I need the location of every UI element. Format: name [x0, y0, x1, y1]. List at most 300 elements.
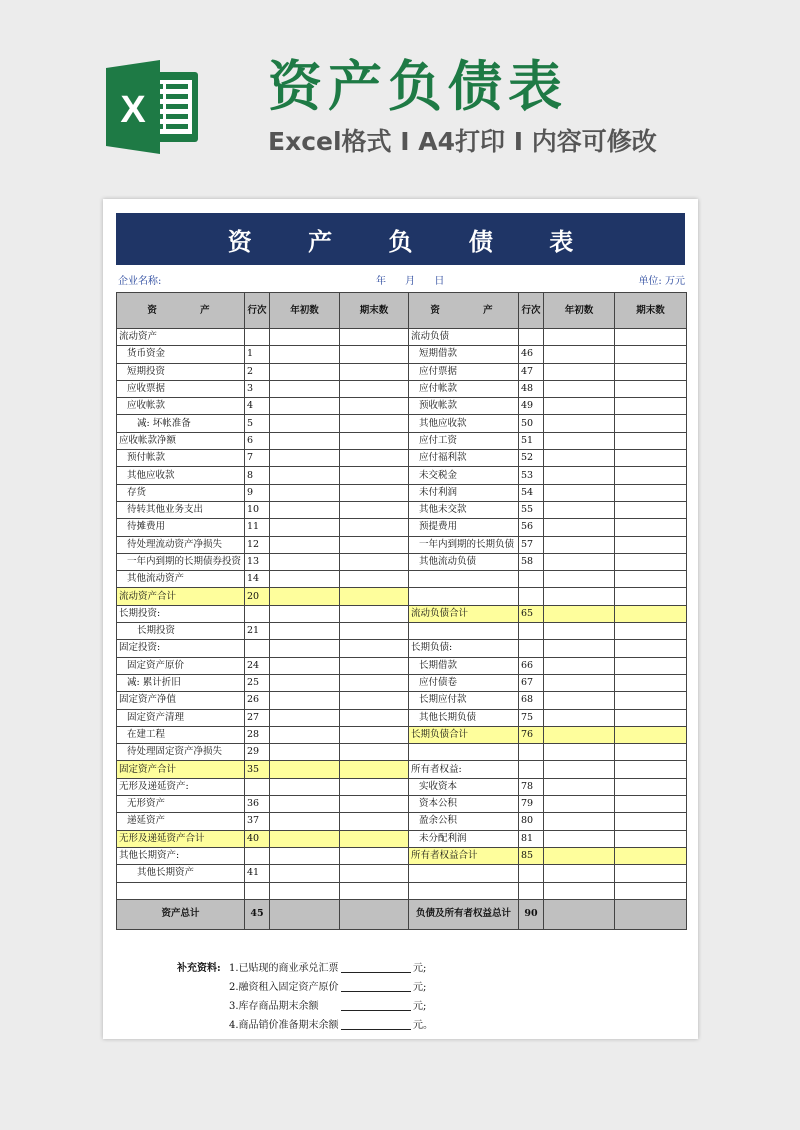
liability-item: 应付帐款: [409, 380, 519, 397]
liability-opening-cell[interactable]: [544, 623, 615, 640]
asset-closing-cell[interactable]: [340, 380, 409, 397]
liability-opening-cell[interactable]: [544, 882, 615, 899]
liability-opening-cell[interactable]: [544, 796, 615, 813]
asset-closing-cell[interactable]: [340, 605, 409, 622]
asset-line-no: 27: [245, 709, 270, 726]
table-row: [117, 536, 687, 553]
asset-item: 长期投资: [117, 623, 245, 640]
asset-closing-cell[interactable]: [340, 588, 409, 605]
date-label: 年 月 日: [376, 276, 445, 287]
asset-line-no: 40: [245, 830, 270, 847]
table-row: [117, 363, 687, 380]
liability-closing-cell[interactable]: [615, 623, 687, 640]
asset-closing-cell[interactable]: [340, 761, 409, 778]
liability-item: [409, 882, 519, 899]
asset-opening-cell[interactable]: [270, 761, 340, 778]
asset-opening-cell[interactable]: [270, 847, 340, 864]
asset-line-no: 14: [245, 571, 270, 588]
table-row: [117, 830, 687, 847]
asset-item: 固定资产合计: [117, 761, 245, 778]
asset-closing-cell[interactable]: [340, 847, 409, 864]
liability-line-no: 75: [519, 709, 544, 726]
liability-line-no: [519, 744, 544, 761]
liability-closing-cell[interactable]: [615, 692, 687, 709]
liability-opening-cell[interactable]: [544, 674, 615, 691]
asset-opening-cell[interactable]: [270, 865, 340, 882]
liability-closing-cell[interactable]: [615, 830, 687, 847]
liability-closing-cell[interactable]: [615, 847, 687, 864]
asset-closing-cell[interactable]: [340, 830, 409, 847]
asset-line-no: 12: [245, 536, 270, 553]
totals-row: [117, 899, 687, 929]
liability-line-no: 66: [519, 657, 544, 674]
liability-opening-cell[interactable]: [544, 692, 615, 709]
liability-item: 预提费用: [409, 519, 519, 536]
asset-opening-cell[interactable]: [270, 623, 340, 640]
liability-item: 所有者权益:: [409, 761, 519, 778]
table-row: [117, 761, 687, 778]
liability-opening-cell[interactable]: [544, 865, 615, 882]
liability-closing-cell[interactable]: [615, 484, 687, 501]
liability-line-no: 56: [519, 519, 544, 536]
asset-opening-cell[interactable]: [270, 588, 340, 605]
table-row: [117, 467, 687, 484]
liability-line-no: [519, 623, 544, 640]
table-row: [117, 605, 687, 622]
table-row: [117, 640, 687, 657]
table-row: [117, 796, 687, 813]
col-header-opening: 年初数: [544, 293, 615, 329]
asset-line-no: [245, 847, 270, 864]
asset-line-no: 6: [245, 432, 270, 449]
table-row: [117, 709, 687, 726]
asset-item: 预付帐款: [117, 450, 245, 467]
liability-closing-cell[interactable]: [615, 467, 687, 484]
liability-opening-cell[interactable]: [544, 450, 615, 467]
asset-closing-cell[interactable]: [340, 450, 409, 467]
asset-opening-cell[interactable]: [270, 450, 340, 467]
supplementary-info: [177, 959, 433, 1035]
liability-opening-cell[interactable]: [544, 778, 615, 795]
asset-closing-cell[interactable]: [340, 501, 409, 518]
liability-line-no: [519, 640, 544, 657]
liability-closing-cell[interactable]: [615, 674, 687, 691]
supplement-text: 4.商品销价准备期末余额: [229, 1020, 339, 1031]
asset-line-no: 3: [245, 380, 270, 397]
asset-opening-cell[interactable]: [270, 726, 340, 743]
supplement-text: 3.库存商品期末余额: [229, 1001, 319, 1012]
total-liabilities-label: 负债及所有者权益总计: [409, 899, 519, 929]
total-liabilities-closing[interactable]: [615, 899, 687, 929]
liability-closing-cell[interactable]: [615, 519, 687, 536]
liability-item: 其他流动负债: [409, 553, 519, 570]
liability-opening-cell[interactable]: [544, 519, 615, 536]
asset-line-no: 26: [245, 692, 270, 709]
liability-line-no: 85: [519, 847, 544, 864]
asset-opening-cell[interactable]: [270, 467, 340, 484]
total-assets-closing[interactable]: [340, 899, 409, 929]
liability-line-no: 47: [519, 363, 544, 380]
asset-closing-cell[interactable]: [340, 553, 409, 570]
liability-opening-cell[interactable]: [544, 363, 615, 380]
liability-item: 其他未交款: [409, 501, 519, 518]
liability-line-no: 49: [519, 398, 544, 415]
liability-closing-cell[interactable]: [615, 536, 687, 553]
asset-item: 待转其他业务支出: [117, 501, 245, 518]
asset-opening-cell[interactable]: [270, 640, 340, 657]
asset-line-no: 29: [245, 744, 270, 761]
asset-item: 减: 坏帐准备: [117, 415, 245, 432]
table-row: [117, 813, 687, 830]
asset-item: 待摊费用: [117, 519, 245, 536]
asset-line-no: 20: [245, 588, 270, 605]
supplement-suffix: 元;: [413, 963, 427, 974]
table-row: [117, 882, 687, 899]
total-liabilities-opening[interactable]: [544, 899, 615, 929]
liability-item: 其他应收款: [409, 415, 519, 432]
asset-item: 应收帐款净额: [117, 432, 245, 449]
col-header-liabilities: 资 产: [409, 293, 519, 329]
asset-item: 在建工程: [117, 726, 245, 743]
excel-logo-icon: [104, 58, 202, 156]
asset-closing-cell[interactable]: [340, 796, 409, 813]
liability-opening-cell[interactable]: [544, 415, 615, 432]
liability-line-no: 52: [519, 450, 544, 467]
liability-closing-cell[interactable]: [615, 761, 687, 778]
liability-closing-cell[interactable]: [615, 553, 687, 570]
table-row: [117, 657, 687, 674]
col-header-closing: 期末数: [340, 293, 409, 329]
asset-item: 应收帐款: [117, 398, 245, 415]
liability-item: 长期借款: [409, 657, 519, 674]
asset-closing-cell[interactable]: [340, 744, 409, 761]
table-row: [117, 571, 687, 588]
liability-closing-cell[interactable]: [615, 432, 687, 449]
banner-title: 资产负债表: [268, 55, 568, 118]
liability-item: 长期负债合计: [409, 726, 519, 743]
supplement-suffix: 元。: [413, 1020, 433, 1031]
asset-item: 其他流动资产: [117, 571, 245, 588]
liability-line-no: 57: [519, 536, 544, 553]
asset-opening-cell[interactable]: [270, 657, 340, 674]
liability-closing-cell[interactable]: [615, 363, 687, 380]
sheet-title: 资 产 负 债 表: [116, 213, 685, 265]
liability-item: 未付利润: [409, 484, 519, 501]
asset-closing-cell[interactable]: [340, 571, 409, 588]
asset-line-no: 7: [245, 450, 270, 467]
asset-opening-cell[interactable]: [270, 329, 340, 346]
liability-closing-cell[interactable]: [615, 588, 687, 605]
liability-closing-cell[interactable]: [615, 744, 687, 761]
asset-closing-cell[interactable]: [340, 519, 409, 536]
asset-closing-cell[interactable]: [340, 467, 409, 484]
asset-item: 其他长期资产: [117, 865, 245, 882]
asset-item: 流动资产合计: [117, 588, 245, 605]
liability-opening-cell[interactable]: [544, 709, 615, 726]
liability-closing-cell[interactable]: [615, 415, 687, 432]
asset-item: 其他应收款: [117, 467, 245, 484]
liability-closing-cell[interactable]: [615, 778, 687, 795]
svg-text:X: X: [120, 89, 146, 131]
liability-line-no: 80: [519, 813, 544, 830]
liability-item: 预收帐款: [409, 398, 519, 415]
liability-line-no: [519, 329, 544, 346]
supplement-row: [177, 978, 433, 997]
liability-opening-cell[interactable]: [544, 813, 615, 830]
total-liabilities-line-no: 90: [519, 899, 544, 929]
asset-line-no: 13: [245, 553, 270, 570]
liability-closing-cell[interactable]: [615, 813, 687, 830]
asset-opening-cell[interactable]: [270, 415, 340, 432]
asset-item: 一年内到期的长期债券投资: [117, 553, 245, 570]
liability-closing-cell[interactable]: [615, 605, 687, 622]
asset-item: 存货: [117, 484, 245, 501]
col-header-closing: 期末数: [615, 293, 687, 329]
asset-opening-cell[interactable]: [270, 882, 340, 899]
asset-line-no: 10: [245, 501, 270, 518]
liability-item: [409, 588, 519, 605]
asset-item: 货币资金: [117, 346, 245, 363]
liability-closing-cell[interactable]: [615, 657, 687, 674]
table-row: [117, 501, 687, 518]
liability-line-no: 58: [519, 553, 544, 570]
total-assets-line-no: 45: [245, 899, 270, 929]
liability-closing-cell[interactable]: [615, 329, 687, 346]
asset-item: 固定资产清理: [117, 709, 245, 726]
unit-label: 单位: 万元: [638, 276, 685, 287]
asset-opening-cell[interactable]: [270, 484, 340, 501]
asset-closing-cell[interactable]: [340, 882, 409, 899]
table-row: [117, 484, 687, 501]
asset-closing-cell[interactable]: [340, 329, 409, 346]
table-row: [117, 346, 687, 363]
liability-closing-cell[interactable]: [615, 882, 687, 899]
supplement-blank-field[interactable]: [341, 978, 411, 992]
liability-opening-cell[interactable]: [544, 744, 615, 761]
asset-closing-cell[interactable]: [340, 674, 409, 691]
liability-closing-cell[interactable]: [615, 450, 687, 467]
table-row: [117, 553, 687, 570]
liability-line-no: [519, 882, 544, 899]
table-header-row: [117, 293, 687, 329]
company-name-label: 企业名称:: [118, 276, 162, 287]
asset-opening-cell[interactable]: [270, 536, 340, 553]
asset-opening-cell[interactable]: [270, 813, 340, 830]
liability-item: 应付票据: [409, 363, 519, 380]
asset-item: [117, 882, 245, 899]
supplement-blank-field[interactable]: [341, 959, 411, 973]
asset-opening-cell[interactable]: [270, 709, 340, 726]
table-row: [117, 623, 687, 640]
liability-line-no: 78: [519, 778, 544, 795]
asset-line-no: 4: [245, 398, 270, 415]
supplement-row: [177, 959, 433, 978]
table-row: [117, 380, 687, 397]
asset-line-no: 36: [245, 796, 270, 813]
supplement-heading: 补充资料:: [177, 963, 221, 974]
liability-line-no: 76: [519, 726, 544, 743]
asset-line-no: [245, 329, 270, 346]
liability-line-no: 68: [519, 692, 544, 709]
table-row: [117, 519, 687, 536]
table-row: [117, 847, 687, 864]
liability-line-no: 67: [519, 674, 544, 691]
supplement-row: [177, 1016, 433, 1035]
supplement-blank-field[interactable]: [341, 997, 411, 1011]
liability-line-no: [519, 865, 544, 882]
asset-closing-cell[interactable]: [340, 813, 409, 830]
liability-opening-cell[interactable]: [544, 329, 615, 346]
supplement-row: [177, 997, 433, 1016]
asset-item: 固定资产原价: [117, 657, 245, 674]
liability-closing-cell[interactable]: [615, 796, 687, 813]
liability-opening-cell[interactable]: [544, 432, 615, 449]
asset-opening-cell[interactable]: [270, 553, 340, 570]
asset-item: 减: 累计折旧: [117, 674, 245, 691]
asset-closing-cell[interactable]: [340, 692, 409, 709]
liability-item: [409, 865, 519, 882]
asset-line-no: 28: [245, 726, 270, 743]
col-header-assets: 资 产: [117, 293, 245, 329]
liability-item: 实收资本: [409, 778, 519, 795]
asset-line-no: [245, 640, 270, 657]
liability-opening-cell[interactable]: [544, 467, 615, 484]
liability-opening-cell[interactable]: [544, 398, 615, 415]
liability-line-no: 48: [519, 380, 544, 397]
asset-opening-cell[interactable]: [270, 346, 340, 363]
asset-closing-cell[interactable]: [340, 865, 409, 882]
col-header-opening: 年初数: [270, 293, 340, 329]
asset-opening-cell[interactable]: [270, 380, 340, 397]
liability-closing-cell[interactable]: [615, 726, 687, 743]
asset-opening-cell[interactable]: [270, 778, 340, 795]
asset-opening-cell[interactable]: [270, 519, 340, 536]
asset-item: 短期投资: [117, 363, 245, 380]
table-row: [117, 726, 687, 743]
liability-closing-cell[interactable]: [615, 865, 687, 882]
total-assets-opening[interactable]: [270, 899, 340, 929]
asset-opening-cell[interactable]: [270, 432, 340, 449]
liability-line-no: 65: [519, 605, 544, 622]
supplement-suffix: 元;: [413, 982, 427, 993]
liability-closing-cell[interactable]: [615, 640, 687, 657]
asset-opening-cell[interactable]: [270, 501, 340, 518]
liability-closing-cell[interactable]: [615, 398, 687, 415]
liability-item: 未交税金: [409, 467, 519, 484]
liability-item: 应付工资: [409, 432, 519, 449]
liability-closing-cell[interactable]: [615, 380, 687, 397]
asset-line-no: 21: [245, 623, 270, 640]
supplement-blank-field[interactable]: [341, 1016, 411, 1030]
asset-opening-cell[interactable]: [270, 796, 340, 813]
liability-item: 流动负债: [409, 329, 519, 346]
liability-line-no: 46: [519, 346, 544, 363]
balance-sheet-table: [116, 292, 687, 930]
liability-opening-cell[interactable]: [544, 380, 615, 397]
asset-opening-cell[interactable]: [270, 744, 340, 761]
liability-opening-cell[interactable]: [544, 605, 615, 622]
liability-opening-cell[interactable]: [544, 657, 615, 674]
asset-opening-cell[interactable]: [270, 692, 340, 709]
asset-closing-cell[interactable]: [340, 484, 409, 501]
liability-opening-cell[interactable]: [544, 588, 615, 605]
asset-item: 递延资产: [117, 813, 245, 830]
asset-item: 无形资产: [117, 796, 245, 813]
liability-opening-cell[interactable]: [544, 553, 615, 570]
asset-closing-cell[interactable]: [340, 726, 409, 743]
liability-opening-cell[interactable]: [544, 830, 615, 847]
liability-line-no: [519, 761, 544, 778]
liability-item: 其他长期负债: [409, 709, 519, 726]
asset-closing-cell[interactable]: [340, 709, 409, 726]
liability-opening-cell[interactable]: [544, 346, 615, 363]
liability-closing-cell[interactable]: [615, 501, 687, 518]
table-row: [117, 398, 687, 415]
asset-opening-cell[interactable]: [270, 363, 340, 380]
asset-opening-cell[interactable]: [270, 830, 340, 847]
asset-item: 固定投资:: [117, 640, 245, 657]
liability-item: 未分配利润: [409, 830, 519, 847]
asset-closing-cell[interactable]: [340, 432, 409, 449]
asset-line-no: 5: [245, 415, 270, 432]
asset-item: 无形及递延资产合计: [117, 830, 245, 847]
liability-line-no: 53: [519, 467, 544, 484]
asset-closing-cell[interactable]: [340, 398, 409, 415]
liability-closing-cell[interactable]: [615, 346, 687, 363]
col-header-line-no: 行次: [245, 293, 270, 329]
supplement-text: 2.融资租入固定资产原价: [229, 982, 339, 993]
asset-closing-cell[interactable]: [340, 346, 409, 363]
asset-opening-cell[interactable]: [270, 605, 340, 622]
asset-closing-cell[interactable]: [340, 536, 409, 553]
asset-line-no: 24: [245, 657, 270, 674]
asset-closing-cell[interactable]: [340, 657, 409, 674]
asset-opening-cell[interactable]: [270, 398, 340, 415]
liability-opening-cell[interactable]: [544, 571, 615, 588]
asset-closing-cell[interactable]: [340, 640, 409, 657]
liability-opening-cell[interactable]: [544, 847, 615, 864]
liability-item: 流动负债合计: [409, 605, 519, 622]
liability-closing-cell[interactable]: [615, 571, 687, 588]
asset-opening-cell[interactable]: [270, 674, 340, 691]
liability-item: 资本公积: [409, 796, 519, 813]
supplement-heading-spacer: [177, 997, 229, 1016]
asset-closing-cell[interactable]: [340, 778, 409, 795]
liability-item: 长期应付款: [409, 692, 519, 709]
liability-item: [409, 623, 519, 640]
asset-closing-cell[interactable]: [340, 363, 409, 380]
liability-opening-cell[interactable]: [544, 726, 615, 743]
asset-line-no: 25: [245, 674, 270, 691]
asset-closing-cell[interactable]: [340, 623, 409, 640]
asset-item: 固定资产净值: [117, 692, 245, 709]
table-row: [117, 415, 687, 432]
banner-subtitle: Excel格式 I A4打印 I 内容可修改: [268, 127, 657, 156]
table-row: [117, 778, 687, 795]
liability-line-no: [519, 588, 544, 605]
supplement-heading-spacer: [177, 1016, 229, 1035]
table-row: [117, 692, 687, 709]
liability-opening-cell[interactable]: [544, 640, 615, 657]
liability-closing-cell[interactable]: [615, 709, 687, 726]
liability-line-no: 81: [519, 830, 544, 847]
asset-opening-cell[interactable]: [270, 571, 340, 588]
liability-opening-cell[interactable]: [544, 536, 615, 553]
liability-opening-cell[interactable]: [544, 761, 615, 778]
liability-opening-cell[interactable]: [544, 484, 615, 501]
asset-closing-cell[interactable]: [340, 415, 409, 432]
liability-opening-cell[interactable]: [544, 501, 615, 518]
